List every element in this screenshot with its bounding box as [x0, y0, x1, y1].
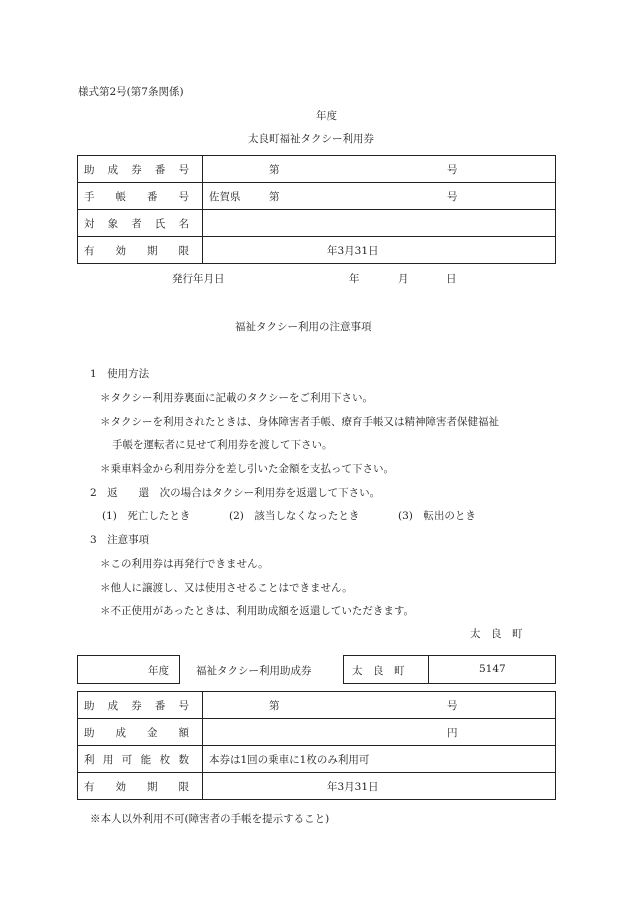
issue-month: 月	[398, 273, 409, 285]
label-handbook-number: 手 帳 番 号	[78, 183, 203, 210]
section-3-heading: 3 注意事項	[90, 534, 150, 546]
issue-day: 日	[446, 273, 457, 285]
stub-code-box	[428, 655, 556, 684]
list-item: (1) 死亡したとき	[102, 510, 191, 522]
usable-count-value: 本券は1回の乗車に1枚のみ利用可	[209, 754, 370, 766]
issue-date-label: 発行年月日	[172, 273, 225, 285]
stub-expiry-value: 年3月31日	[327, 781, 379, 793]
usable-count-field	[203, 746, 556, 773]
prefecture-text: 佐賀県	[209, 191, 241, 203]
list-item: (2) 該当しなくなったとき	[229, 510, 360, 522]
list-item: ＊タクシー利用券裏面に記載のタクシーをご利用下さい。	[100, 392, 373, 404]
handbook-number-field[interactable]	[203, 183, 556, 210]
list-item: ＊他人に譲渡し、又は使用させることはできません。	[100, 582, 353, 594]
subsidy-amount-field[interactable]	[203, 719, 556, 746]
table-row	[78, 156, 556, 183]
go-text: 号	[447, 191, 458, 203]
dai-text: 第	[269, 164, 280, 176]
list-item: ＊不正使用があったときは、利用助成額を返還していただきます。	[100, 605, 415, 617]
ticket-table	[77, 155, 556, 264]
table-row	[78, 237, 556, 264]
list-item: (3) 転出のとき	[398, 510, 476, 522]
stub-title: 福祉タクシー利用助成券	[196, 665, 312, 677]
stub-code: 5147	[479, 663, 506, 675]
label-recipient-name: 対 象 者 氏 名	[78, 210, 203, 237]
form-number: 様式第2号(第7条関係)	[78, 86, 184, 98]
list-item: ＊タクシーを利用されたときは、身体障害者手帳、療育手帳又は精神障害者保健福祉	[100, 416, 499, 428]
table-row	[78, 719, 556, 746]
section-1-heading: 1 使用方法	[90, 368, 150, 380]
footer-note: ※本人以外利用不可(障害者の手帳を提示すること)	[90, 813, 330, 825]
table-row	[78, 210, 556, 237]
label-expiry: 有 効 期 限	[78, 237, 203, 264]
issuer-town: 太 良 町	[470, 628, 523, 640]
label-ticket-number: 助 成 券 番 号	[78, 156, 203, 183]
table-row	[78, 773, 556, 800]
table-row	[78, 692, 556, 719]
expiry-field[interactable]	[203, 237, 556, 264]
list-item: ＊この利用券は再発行できません。	[100, 558, 269, 570]
notice-title: 福祉タクシー利用の注意事項	[235, 321, 372, 333]
label-subsidy-amount: 助 成 金 額	[78, 719, 203, 746]
stub-ticket-number-field[interactable]	[203, 692, 556, 719]
table-row	[78, 183, 556, 210]
ticket-number-field[interactable]	[203, 156, 556, 183]
stub-town: 太 良 町	[352, 665, 405, 677]
table-row	[78, 746, 556, 773]
dai-text: 第	[269, 700, 280, 712]
list-item: ＊乗車料金から利用券分を差し引いた金額を支払って下さい。	[100, 463, 394, 475]
expiry-value: 年3月31日	[327, 245, 379, 257]
dai-text: 第	[269, 191, 280, 203]
label-stub-expiry: 有 効 期 限	[78, 773, 203, 800]
stub-table	[77, 691, 556, 800]
yen-unit: 円	[447, 727, 458, 739]
stub-fiscal-year: 年度	[148, 665, 169, 677]
label-stub-ticket-number: 助 成 券 番 号	[78, 692, 203, 719]
list-item: 手帳を運転者に見せて利用券を渡して下さい。	[112, 439, 333, 451]
stub-expiry-field[interactable]	[203, 773, 556, 800]
page-title: 太良町福祉タクシー利用券	[248, 133, 374, 145]
recipient-name-field[interactable]	[203, 210, 556, 237]
label-usable-count: 利 用 可 能 枚 数	[78, 746, 203, 773]
stub-town-box	[343, 655, 429, 684]
issue-year: 年	[349, 273, 360, 285]
fiscal-year-label: 年度	[316, 110, 337, 122]
section-2-heading: 2 返 還 次の場合はタクシー利用券を返還して下さい。	[90, 487, 381, 499]
stub-fiscal-year-box	[77, 655, 180, 684]
go-text: 号	[447, 164, 458, 176]
go-text: 号	[447, 700, 458, 712]
